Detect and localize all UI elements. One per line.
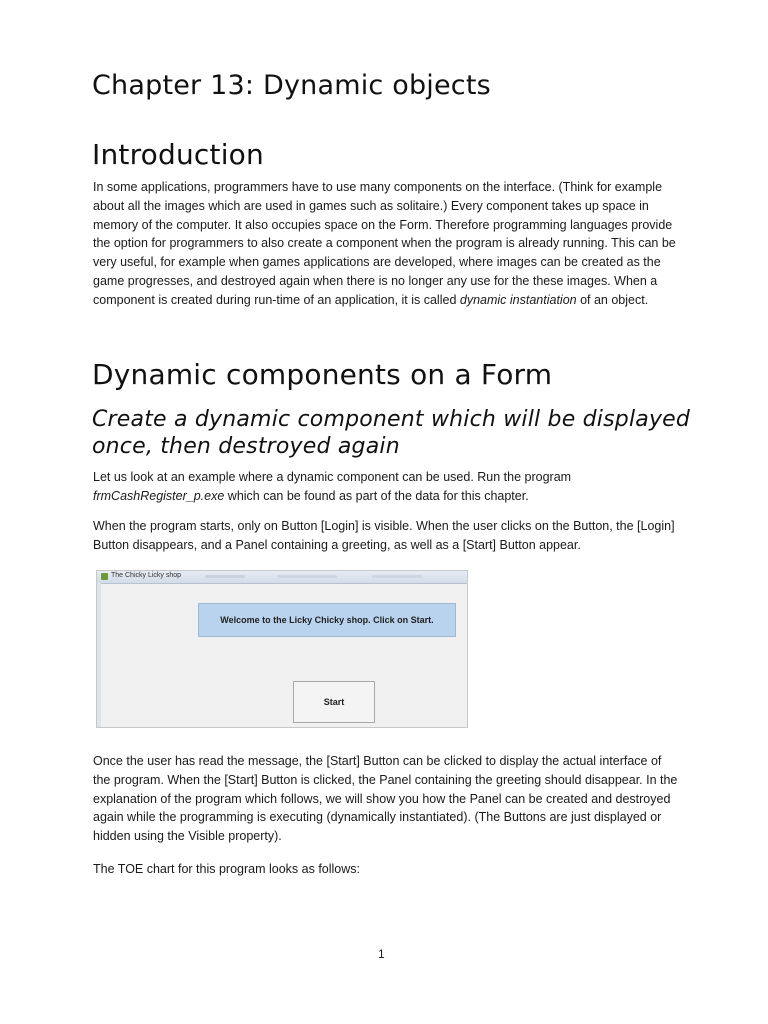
introduction-paragraph	[93, 178, 678, 310]
example-text-end: which can be found as part of the data for this chapter.	[224, 488, 529, 503]
start-button[interactable]: Start	[293, 681, 375, 723]
form-screenshot	[96, 570, 468, 728]
program-start-paragraph: When the program starts, only on Button [Login] is visible. When the user clicks on the Button, the [Login] Button disappears, and a Panel containing a greeting, as well as a [Start] Button appear.	[93, 519, 675, 552]
screenshot-window-title: The Chicky Licky shop	[111, 572, 182, 579]
intro-italic-term: dynamic instantiation	[459, 292, 577, 307]
toe-chart-paragraph: The TOE chart for this program looks as follows:	[93, 862, 361, 876]
subheading: Create a dynamic component which will be displayed once, then destroyed again	[92, 407, 691, 459]
page-number: 1	[378, 947, 385, 961]
app-icon	[101, 573, 108, 580]
window-frame	[97, 583, 101, 728]
introduction-heading: Introduction	[92, 138, 264, 171]
chapter-title: Chapter 13: Dynamic objects	[92, 70, 491, 101]
screenshot-titlebar	[97, 571, 467, 584]
titlebar-blur	[277, 575, 337, 578]
intro-text-end: of an object.	[576, 292, 649, 307]
example-paragraph	[93, 468, 678, 506]
program-filename: frmCashRegister_p.exe	[93, 488, 225, 503]
greeting-panel	[198, 603, 456, 637]
intro-text: In some applications, programmers have to use many components on the interface. (Think for example about all the images which are used in games such as solitaire.) Every component takes up space in memory of the computer. It also occupies space on the Form. Therefore programming languages provide the option for programmers to also create a component when the program is already running. This can be very useful, for example when games applications are developed, where images can be created as the game progresses, and destroyed again when there is no longer any use for the these images. When a component is created during run-time of an application, it is called	[93, 180, 676, 307]
dynamic-components-heading: Dynamic components on a Form	[92, 358, 553, 391]
titlebar-blur	[205, 575, 245, 578]
start-click-paragraph: Once the user has read the message, the [Start] Button can be clicked to display the actual interface of the program. When the [Start] Button is clicked, the Panel containing the greeting should disappear. In the explanation of the program which follows, we will show you how the Panel can be created and destroyed again while the programming is executing (dynamically instantiated). (The Buttons are just displayed or hidden using the Visible property).	[93, 754, 678, 844]
titlebar-blur	[372, 575, 422, 578]
greeting-text: Welcome to the Licky Chicky shop. Click on Start.	[220, 615, 434, 625]
example-text: Let us look at an example where a dynamic component can be used. Run the program	[93, 470, 572, 484]
